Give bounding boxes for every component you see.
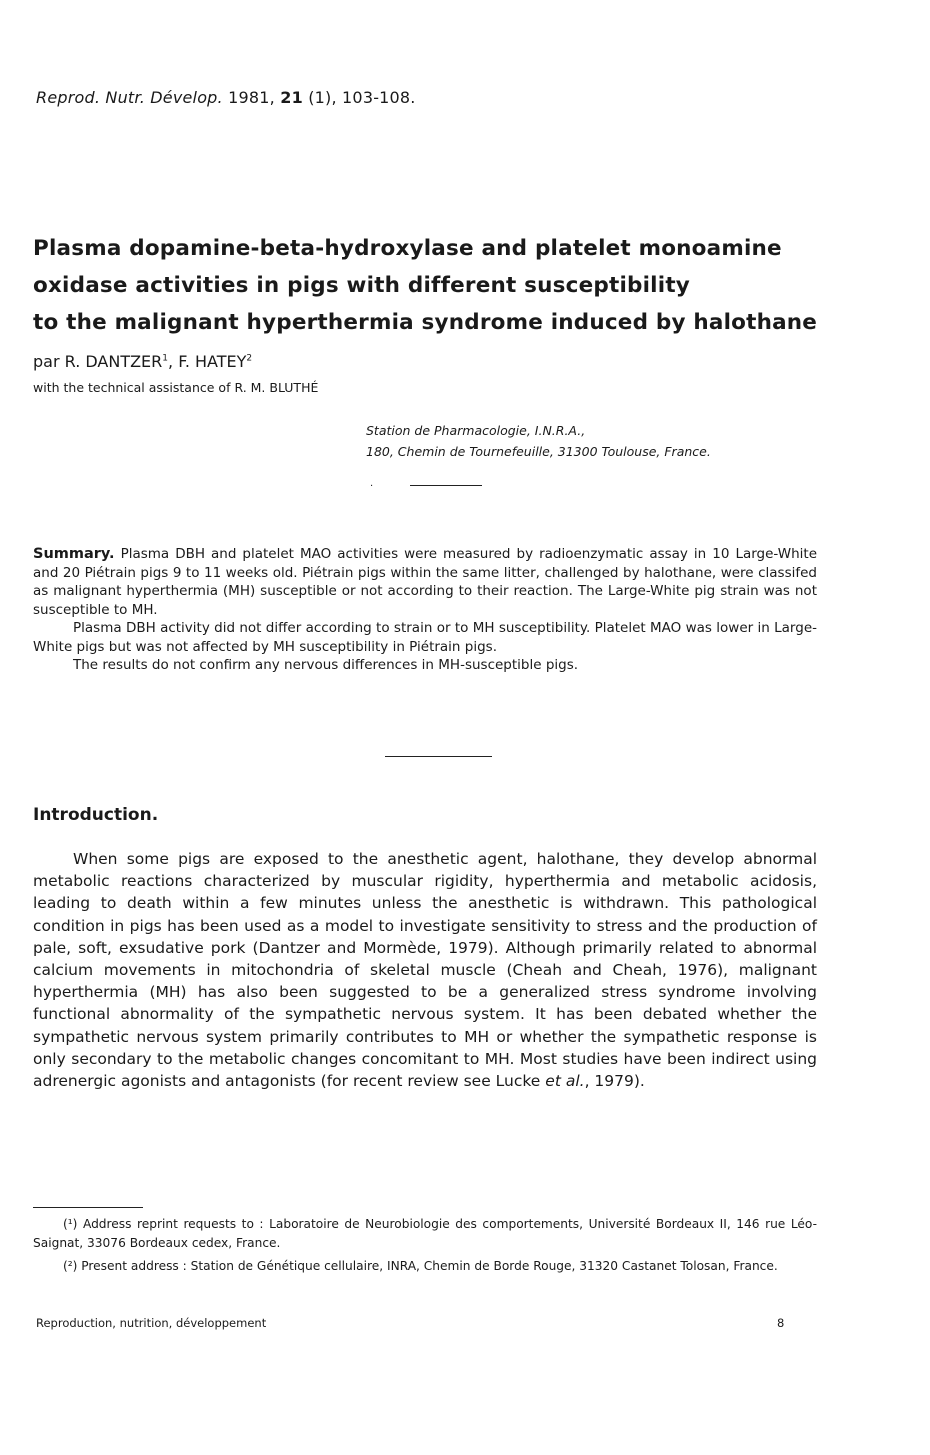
title-line: to the malignant hyperthermia syndrome induced by halothane (33, 310, 818, 335)
journal-year: 1981, (228, 88, 275, 107)
footnotes (33, 1215, 817, 1280)
journal-volume: 21 (280, 88, 303, 107)
divider (385, 756, 492, 757)
footnote-mark: (²) (63, 1259, 78, 1273)
author-name: F. HATEY (178, 352, 247, 371)
separator-dot: . (370, 478, 374, 489)
summary-label: Summary. (33, 546, 115, 562)
footnote-text: Present address : Station de Génétique cellulaire, INRA, Chemin de Borde Rouge, 31320 Castanet Tolosan, France. (81, 1259, 778, 1273)
intro-text: When some pigs are exposed to the anesthetic agent, halothane, they develop abnormal metabolic reactions characterized by muscular rigidity, hyperthermia and metabolic acidosis, leading to death within a few minutes unless the anesthetic is withdrawn. This pathological condition in pigs has been used as a model to investigate sensitivity to stress and the production of pale, soft, exsudative pork (Dantzer and Mormède, 1979). Although primarily related to abnormal calcium movements in mitochondria of skeletal muscle (Cheah and Cheah, 1976), malignant hyperthermia (MH) has also been suggested to be a generalized stress syndrome involving functional abnormality of the sympathetic nervous system. It has been debated whether the sympathetic nervous system primarily contributes to MH or whether the sympathetic response is only secondary to the metabolic changes concomitant to MH. Most studies have been indirect using adrenergic agonists and antagonists (for recent review see Lucke (33, 850, 817, 1091)
running-footer: Reproduction, nutrition, développement (36, 1316, 267, 1330)
footnote-rule (33, 1207, 143, 1208)
section-heading: Introduction. (33, 805, 159, 825)
page-number: 8 (777, 1316, 785, 1330)
intro-italic: et al. (545, 1072, 585, 1091)
affiliation-line: Station de Pharmacologie, I.N.R.A., (366, 423, 586, 438)
authors-prefix: par (33, 352, 60, 371)
footnote (33, 1215, 817, 1253)
footnote (33, 1257, 817, 1276)
affiliation-line: 180, Chemin de Tournefeuille, 31300 Toulouse, France. (366, 444, 711, 459)
summary-text: Plasma DBH and platelet MAO activities were measured by radioenzymatic assay in 10 Large-White and 20 Piétrain pigs 9 to 11 weeks old. Piétrain pigs within the same litter, challenged by halothane, were classifed as malignant hyperthermia (MH) susceptible or not according to their reaction. The Large-White pig strain was not susceptible to MH. (33, 546, 817, 618)
summary-section (33, 545, 817, 675)
summary-paragraph (33, 545, 817, 619)
footnote-text: Address reprint requests to : Laboratoire de Neurobiologie des comportements, Université Bordeaux II, 146 rue Léo-Saignat, 33076 Bordeaux cedex, France. (33, 1217, 817, 1250)
author-separator: , (168, 352, 174, 371)
journal-reference (36, 88, 416, 107)
author-name: R. DANTZER (64, 352, 163, 371)
summary-paragraph: The results do not confirm any nervous differences in MH-susceptible pigs. (73, 657, 579, 673)
article-title (33, 230, 833, 341)
title-line: Plasma dopamine-beta-hydroxylase and platelet monoamine (33, 236, 782, 261)
technical-assistance: with the technical assistance of R. M. BLUTHÉ (33, 380, 319, 395)
divider (410, 485, 482, 486)
journal-name: Reprod. Nutr. Dévelop. (36, 88, 223, 107)
journal-issue-pages: (1), 103-108. (308, 88, 416, 107)
title-line: oxidase activities in pigs with different susceptibility (33, 273, 691, 298)
intro-paragraph (33, 848, 817, 1092)
footnote-mark: (¹) (63, 1217, 78, 1231)
affiliation (366, 420, 711, 462)
summary-paragraph: Plasma DBH activity did not differ according to strain or to MH susceptibility. Platelet MAO was lower in Large-White pigs but was not affected by MH susceptibility in Piétrain pigs. (33, 620, 817, 655)
footnote-mark: 2 (246, 353, 253, 364)
footnote-mark: 1 (162, 353, 169, 364)
intro-text-end: , 1979). (584, 1072, 645, 1091)
author-line (33, 352, 252, 371)
